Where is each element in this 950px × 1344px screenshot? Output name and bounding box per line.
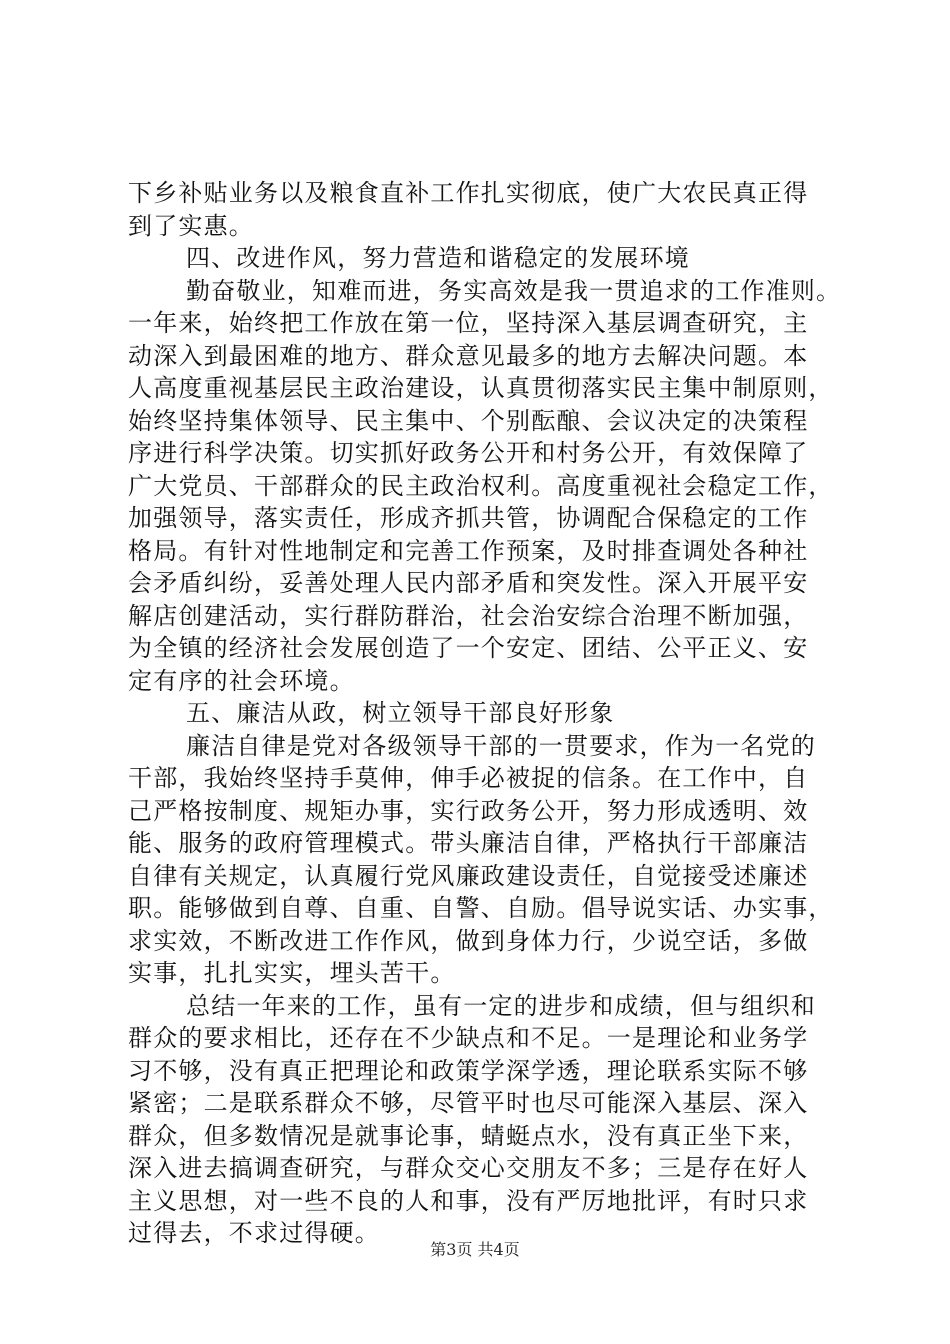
text-line: 群众，但多数情况是就事论事，蜻蜓点水，没有真正坐下来， bbox=[128, 1121, 809, 1150]
text-line: 格局。有针对性地制定和完善工作预案，及时排查调处各种社 bbox=[128, 536, 809, 565]
page-footer: 第3页 共4页 bbox=[430, 1240, 520, 1259]
text-line: 群众的要求相比，还存在不少缺点和不足。一是理论和业务学 bbox=[128, 1024, 809, 1052]
text-line: 能、服务的政府管理模式。带头廉洁自律，严格执行干部廉洁 bbox=[128, 829, 809, 857]
text-line: 一年来，始终把工作放在第一位，坚持深入基层调查研究，主 bbox=[128, 309, 809, 337]
text-line: 广大党员、干部群众的民主政治权利。高度重视社会稳定工作， bbox=[128, 471, 834, 500]
text-line: 五、廉洁从政，树立领导干部良好形象 bbox=[186, 699, 615, 727]
text-line: 定有序的社会环境。 bbox=[128, 666, 355, 695]
document-body bbox=[128, 177, 848, 1250]
text-line: 会矛盾纠纷，妥善处理人民内部矛盾和突发性。深入开展平安 bbox=[128, 569, 809, 597]
text-line: 动深入到最困难的地方、群众意见最多的地方去解决问题。本 bbox=[128, 341, 809, 370]
text-line: 过得去，不求过得硬。 bbox=[128, 1219, 380, 1247]
text-line: 总结一年来的工作，虽有一定的进步和成绩，但与组织和 bbox=[186, 991, 816, 1020]
text-line: 习不够，没有真正把理论和政策学深学透，理论联系实际不够 bbox=[128, 1056, 809, 1085]
text-line: 勤奋敬业，知难而进，务实高效是我一贯追求的工作准则。 bbox=[186, 276, 842, 305]
text-line: 实事，扎扎实实，埋头苦干。 bbox=[128, 959, 456, 987]
text-line: 廉洁自律是党对各级领导干部的一贯要求，作为一名党的 bbox=[186, 731, 816, 760]
text-line: 人高度重视基层民主政治建设，认真贯彻落实民主集中制原则， bbox=[128, 374, 834, 402]
text-line: 自律有关规定，认真履行党风廉政建设责任，自觉接受述廉述 bbox=[128, 861, 809, 890]
text-line: 加强领导，落实责任，形成齐抓共管，协调配合保稳定的工作 bbox=[128, 504, 809, 532]
text-line: 职。能够做到自尊、自重、自警、自励。倡导说实话、办实事， bbox=[128, 894, 834, 922]
text-line: 干部，我始终坚持手莫伸，伸手必被捉的信条。在工作中，自 bbox=[128, 764, 809, 792]
text-line: 己严格按制度、规矩办事，实行政务公开，努力形成透明、效 bbox=[128, 796, 809, 825]
text-line: 主义思想，对一些不良的人和事，没有严厉地批评，有时只求 bbox=[128, 1186, 809, 1215]
text-line: 下乡补贴业务以及粮食直补工作扎实彻底，使广大农民真正得 bbox=[128, 179, 809, 207]
text-line: 序进行科学决策。切实抓好政务公开和村务公开，有效保障了 bbox=[128, 439, 809, 467]
text-line: 为全镇的经济社会发展创造了一个安定、团结、公平正义、安 bbox=[128, 634, 809, 662]
text-line: 解店创建活动，实行群防群治，社会治安综合治理不断加强， bbox=[128, 601, 809, 630]
text-line: 深入进去搞调查研究，与群众交心交朋友不多；三是存在好人 bbox=[128, 1154, 809, 1182]
text-line: 四、改进作风，努力营造和谐稳定的发展环境 bbox=[186, 244, 690, 272]
text-line: 求实效，不断改进工作作风，做到身体力行，少说空话，多做 bbox=[128, 926, 809, 955]
text-line: 到了实惠。 bbox=[128, 211, 254, 240]
text-line: 始终坚持集体领导、民主集中、个别酝酿、会议决定的决策程 bbox=[128, 406, 809, 435]
text-line: 紧密；二是联系群众不够，尽管平时也尽可能深入基层、深入 bbox=[128, 1089, 809, 1117]
